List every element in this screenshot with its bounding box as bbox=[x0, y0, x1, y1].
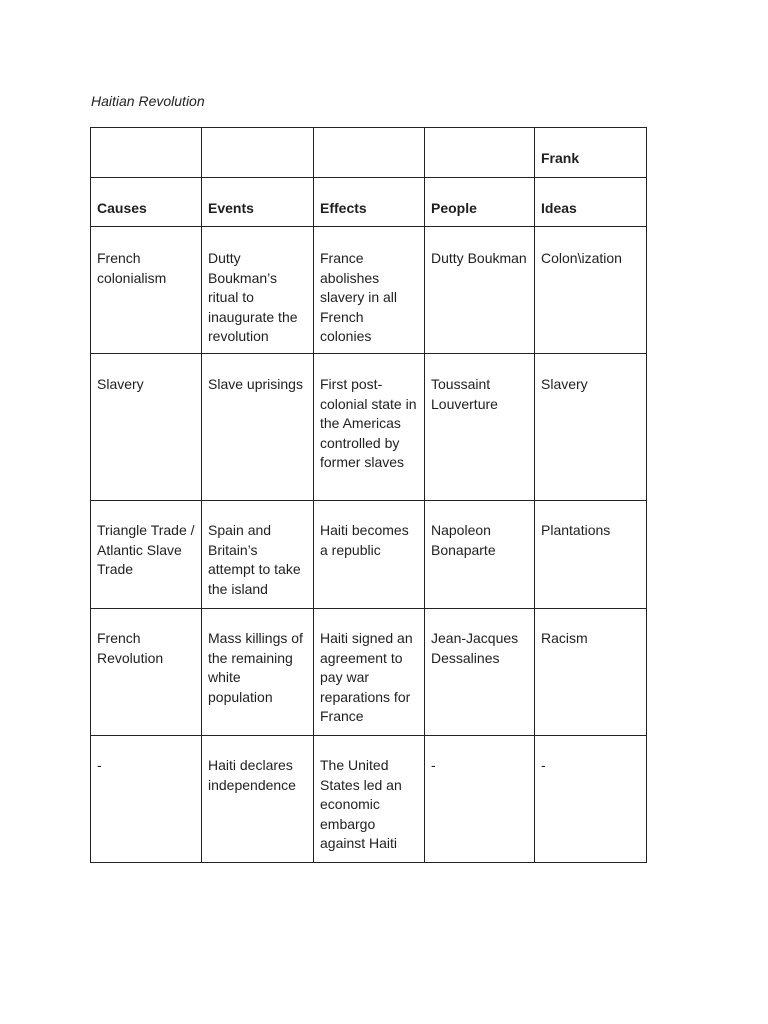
revolution-table bbox=[90, 127, 647, 863]
table-row bbox=[91, 736, 647, 863]
cell-person: - bbox=[425, 736, 535, 863]
cell-effect: The United States led an economic embargo against Haiti bbox=[314, 736, 425, 863]
cell-cause: French colonialism bbox=[91, 227, 202, 354]
top-cell-1 bbox=[91, 128, 202, 178]
cell-idea: Colon\ization bbox=[535, 227, 647, 354]
top-cell-2 bbox=[202, 128, 314, 178]
top-cell-3 bbox=[314, 128, 425, 178]
cell-effect: Haiti signed an agreement to pay war reparations for France bbox=[314, 609, 425, 736]
table-row bbox=[91, 354, 647, 501]
table-header-row bbox=[91, 178, 647, 227]
cell-event: Dutty Boukman’s ritual to inaugurate the revolution bbox=[202, 227, 314, 354]
header-people: People bbox=[425, 178, 535, 227]
cell-person: Jean-Jacques Dessalines bbox=[425, 609, 535, 736]
cell-event: Slave uprisings bbox=[202, 354, 314, 501]
cell-idea: Racism bbox=[535, 609, 647, 736]
cell-idea: - bbox=[535, 736, 647, 863]
top-cell-5: Frank bbox=[535, 128, 647, 178]
cell-event: Mass killings of the remaining white population bbox=[202, 609, 314, 736]
table-top-row bbox=[91, 128, 647, 178]
cell-effect: First post-colonial state in the Americas controlled by former slaves bbox=[314, 354, 425, 501]
table-row bbox=[91, 609, 647, 736]
cell-person: Napoleon Bonaparte bbox=[425, 501, 535, 609]
cell-cause: - bbox=[91, 736, 202, 863]
cell-cause: Slavery bbox=[91, 354, 202, 501]
cell-person: Dutty Boukman bbox=[425, 227, 535, 354]
cell-event: Haiti declares independence bbox=[202, 736, 314, 863]
cell-effect: Haiti becomes a republic bbox=[314, 501, 425, 609]
cell-person: Toussaint Louverture bbox=[425, 354, 535, 501]
header-causes: Causes bbox=[91, 178, 202, 227]
cell-idea: Slavery bbox=[535, 354, 647, 501]
cell-effect: France abolishes slavery in all French colonies bbox=[314, 227, 425, 354]
header-ideas: Ideas bbox=[535, 178, 647, 227]
cell-event: Spain and Britain’s attempt to take the island bbox=[202, 501, 314, 609]
header-events: Events bbox=[202, 178, 314, 227]
cell-cause: French Revolution bbox=[91, 609, 202, 736]
table-row bbox=[91, 227, 647, 354]
document-title: Haitian Revolution bbox=[91, 93, 205, 109]
cell-cause: Triangle Trade / Atlantic Slave Trade bbox=[91, 501, 202, 609]
cell-idea: Plantations bbox=[535, 501, 647, 609]
header-effects: Effects bbox=[314, 178, 425, 227]
top-cell-4 bbox=[425, 128, 535, 178]
table-row bbox=[91, 501, 647, 609]
